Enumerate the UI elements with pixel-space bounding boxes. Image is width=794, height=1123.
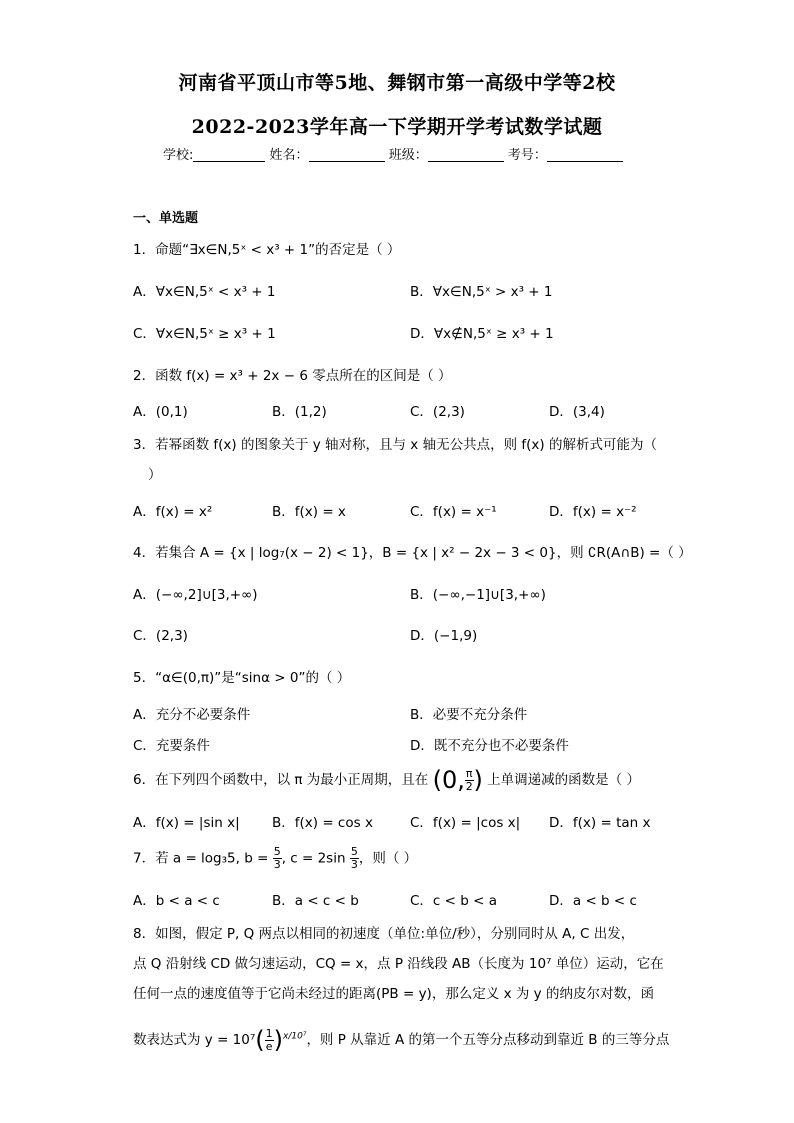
question-8-line-4 <box>133 1026 669 1054</box>
question-5-option-b: B．必要不充分条件 <box>410 707 528 723</box>
question-8-line-1: 8．如图，假定 P, Q 两点以相同的初速度（单位:单位/秒），分别同时从 A, C 出发， <box>133 926 635 942</box>
question-3-stem: 3．若幂函数 f(x) 的图象关于 y 轴对称，且与 x 轴无公共点，则 f(x) 的解析式可能为（ <box>133 437 657 453</box>
question-4-option-b: B．(−∞,−1]∪[3,+∞) <box>410 587 546 603</box>
id-blank[interactable] <box>547 147 623 162</box>
exponent: x/10⁷ <box>283 1031 307 1042</box>
question-7-stem-mid: , c = 2sin <box>281 850 346 867</box>
question-4-option-a: A．(−∞,2]∪[3,+∞) <box>133 587 258 603</box>
question-7-option-c: C．c < b < a <box>410 893 497 909</box>
question-7-stem <box>133 846 417 871</box>
fraction-numerator: 5 <box>350 845 358 858</box>
school-label: 学校: <box>163 148 194 163</box>
interval-right: ) <box>473 766 483 794</box>
paren-right: ) <box>273 1026 284 1054</box>
section-title: 一、单选题 <box>133 211 199 226</box>
fraction-numerator: π <box>465 766 473 780</box>
student-info-row <box>163 144 623 163</box>
question-1-option-b: B．∀x∈N,5ˣ > x³ + 1 <box>410 284 553 300</box>
name-label: 姓名： <box>269 148 309 163</box>
question-6-option-a: A．f(x) = |sin x| <box>133 815 240 831</box>
question-8-line-4-b: ，则 P 从靠近 A 的第一个五等分点移动到靠近 B 的三等分点 <box>306 1032 670 1048</box>
class-label: 班级： <box>388 148 428 163</box>
question-1-stem: 1．命题“∃x∈N,5ˣ < x³ + 1”的否定是（ ） <box>133 242 401 258</box>
pi-over-2-fraction <box>465 768 474 793</box>
question-2-option-d: D．(3,4) <box>549 404 605 420</box>
question-7-stem-b: ，则（ ） <box>358 850 418 867</box>
school-blank[interactable] <box>193 147 265 162</box>
question-1-option-d: D．∀x∉N,5ˣ ≥ x³ + 1 <box>410 326 554 342</box>
fraction-numerator: 5 <box>273 845 281 858</box>
fraction-numerator: 1 <box>265 1026 273 1040</box>
exam-title-line2: 2022-2023学年高一下学期开学考试数学试题 <box>191 116 603 138</box>
interval-left: (0, <box>432 766 465 794</box>
question-4-stem: 4．若集合 A = {x | log₇(x − 2) < 1}，B = {x | x² − 2x − 3 < 0}，则 ∁R(A∩B) =（ ） <box>133 545 692 561</box>
question-3-option-d: D．f(x) = x⁻² <box>549 504 637 520</box>
question-7-option-d: D．a < b < c <box>549 893 637 909</box>
question-6-option-c: C．f(x) = |cos x| <box>410 815 521 831</box>
question-3-stem-cont: ） <box>148 467 162 483</box>
question-1-option-c: C．∀x∈N,5ˣ ≥ x³ + 1 <box>133 326 276 342</box>
question-1-option-a: A．∀x∈N,5ˣ < x³ + 1 <box>133 284 276 300</box>
question-8-line-4-a: 数表达式为 y = 10⁷ <box>133 1032 256 1048</box>
question-6-option-b: B．f(x) = cos x <box>272 815 373 831</box>
c-fraction <box>350 846 359 871</box>
question-2-option-c: C．(2,3) <box>410 404 465 420</box>
question-8-line-3: 任何一点的速度值等于它尚未经过的距离(PB = y)，那么定义 x 为 y 的纳皮尔对数，函 <box>133 986 654 1002</box>
question-3-option-a: A．f(x) = x² <box>133 504 213 520</box>
paren-left: ( <box>255 1026 265 1054</box>
question-7-option-b: B．a < c < b <box>272 893 359 909</box>
question-2-option-b: B．(1,2) <box>272 404 327 420</box>
question-3-option-c: C．f(x) = x⁻¹ <box>410 504 497 520</box>
question-2-option-a: A．(0,1) <box>133 404 188 420</box>
fraction-denominator: e <box>265 1039 273 1053</box>
question-4-option-c: C．(2,3) <box>133 628 188 644</box>
question-6-option-d: D．f(x) = tan x <box>549 815 651 831</box>
question-4-option-d: D．(−1,9) <box>410 628 478 644</box>
one-over-e-fraction <box>265 1028 274 1053</box>
fraction-denominator: 2 <box>465 779 473 793</box>
question-5-stem: 5．“α∈(0,π)”是“sinα > 0”的（ ） <box>133 670 351 686</box>
fraction-denominator: 3 <box>273 858 281 871</box>
exam-title-line1: 河南省平顶山市等5地、舞钢市第一高级中学等2校 <box>178 72 616 94</box>
question-6-stem <box>133 766 640 794</box>
question-7-option-a: A．b < a < c <box>133 893 220 909</box>
question-5-option-d: D．既不充分也不必要条件 <box>410 738 569 754</box>
question-8-line-2: 点 Q 沿射线 CD 做匀速运动，CQ = x，点 P 沿线段 AB（长度为 10⁷ 单位）运动，它在 <box>133 956 664 972</box>
question-3-option-b: B．f(x) = x <box>272 504 346 520</box>
class-blank[interactable] <box>428 147 504 162</box>
question-5-option-c: C．充要条件 <box>133 738 210 754</box>
question-7-stem-a: 7．若 a = log₃5, b = <box>133 850 269 867</box>
question-2-stem: 2．函数 f(x) = x³ + 2x − 6 零点所在的区间是（ ） <box>133 368 452 384</box>
name-blank[interactable] <box>309 147 385 162</box>
b-fraction <box>273 846 282 871</box>
question-6-stem-b: 上单调递减的函数是（ ） <box>487 772 640 788</box>
question-6-stem-a: 6．在下列四个函数中，以 π 为最小正周期，且在 <box>133 772 429 788</box>
question-5-option-a: A．充分不必要条件 <box>133 707 251 723</box>
id-label: 考号： <box>507 148 547 163</box>
fraction-denominator: 3 <box>350 858 358 871</box>
